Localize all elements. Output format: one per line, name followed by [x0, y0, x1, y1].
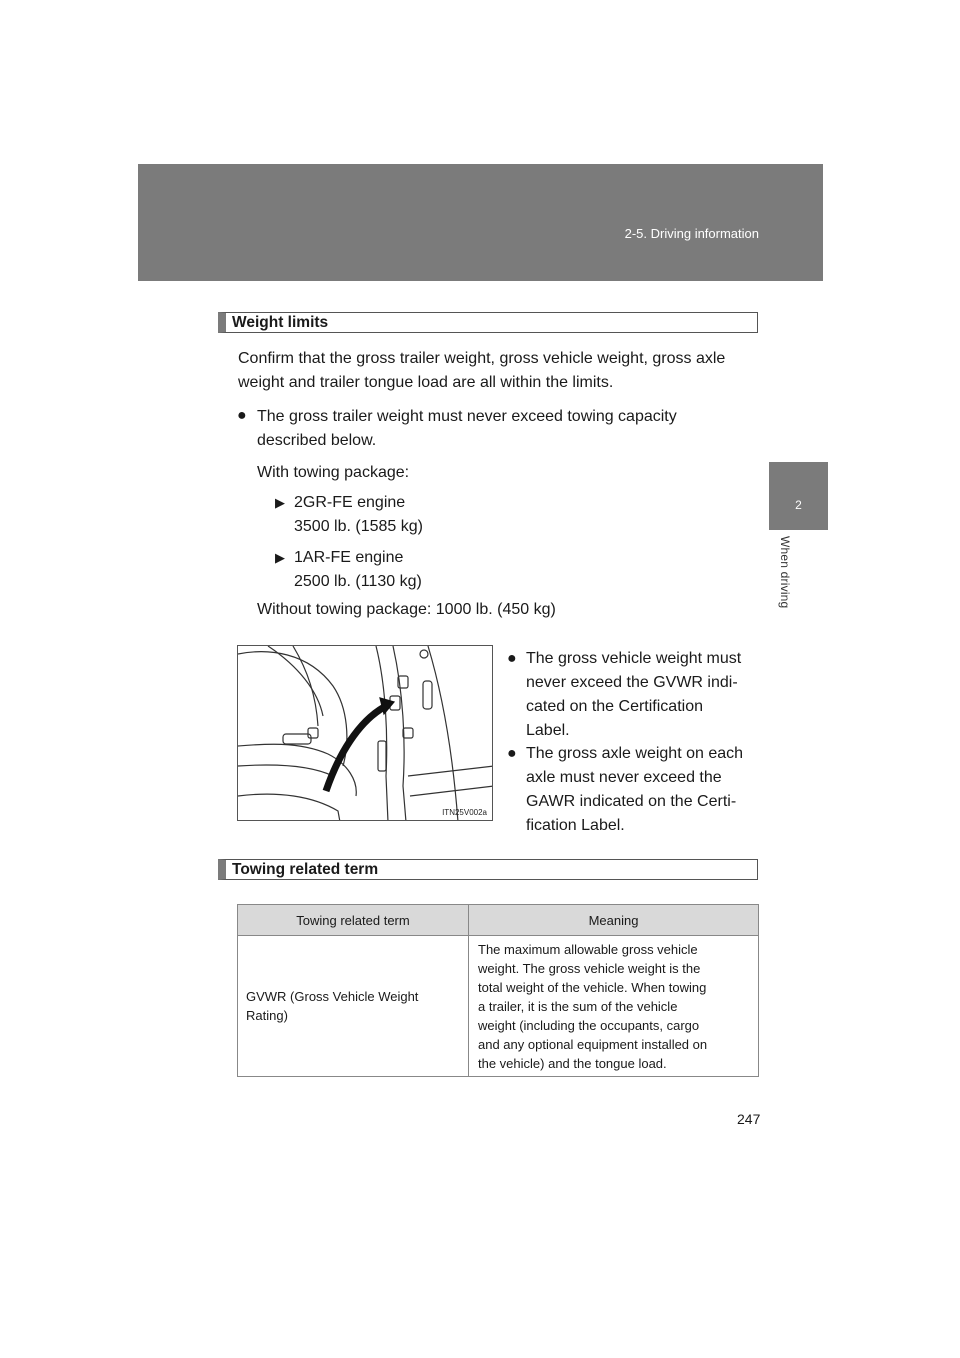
chapter-number: 2 — [795, 498, 802, 512]
bullet-line: The gross vehicle weight must — [526, 650, 742, 667]
bullet-towing-capacity — [257, 405, 755, 453]
weight-limits-heading: Weight limits — [218, 312, 758, 333]
certification-label-figure — [237, 645, 493, 821]
page-header-band — [138, 164, 823, 281]
towing-terms-table — [237, 904, 759, 1077]
without-towing-package: Without towing package: 1000 lb. (450 kg) — [257, 601, 556, 618]
towing-terms-heading: Towing related term — [218, 859, 758, 880]
meaning-line: a trailer, it is the sum of the vehicle — [478, 998, 678, 1014]
bullet-line: fication Label. — [526, 817, 625, 834]
chapter-label: When driving — [778, 536, 792, 609]
meaning-line: The maximum allowable gross vehicle — [478, 941, 698, 957]
bullet-line: never exceed the GVWR indi- — [526, 674, 738, 691]
arrow-icon: ▶ — [275, 550, 285, 565]
engine-capacity: 3500 lb. (1585 kg) — [294, 518, 423, 535]
term-line: GVWR (Gross Vehicle Weight — [246, 989, 419, 1004]
figure-code: ITN25V002a — [442, 808, 487, 817]
column-header-term: Towing related term — [238, 905, 469, 936]
table-header-row — [238, 905, 759, 936]
bullet-line: cated on the Certification — [526, 698, 703, 715]
bullet-icon: ● — [237, 407, 247, 424]
engine-name: 1AR-FE engine — [294, 549, 404, 566]
meaning-line: weight. The gross vehicle weight is the — [478, 960, 701, 976]
engine-1ar-fe — [294, 546, 422, 594]
chapter-tab — [769, 462, 828, 530]
engine-capacity: 2500 lb. (1130 kg) — [294, 573, 422, 590]
weight-limits-intro — [238, 347, 760, 395]
bullet-line: described below. — [257, 432, 377, 449]
bullet-line: Label. — [526, 722, 570, 739]
bullet-line: The gross axle weight on each — [526, 745, 744, 762]
bullet-icon: ● — [507, 745, 517, 762]
arrow-icon: ▶ — [275, 495, 285, 510]
meaning-line: total weight of the vehicle. When towing — [478, 979, 707, 995]
page-number: 247 — [737, 1111, 761, 1127]
bullet-gawr — [526, 742, 755, 838]
intro-line: weight and trailer tongue load are all within the limits. — [238, 374, 614, 391]
table-row — [238, 936, 759, 1077]
intro-line: Confirm that the gross trailer weight, gross vehicle weight, gross axle — [238, 350, 726, 367]
section-title: 2-5. Driving information — [624, 226, 759, 241]
term-cell — [238, 936, 469, 1077]
bullet-line: The gross trailer weight must never exceed towing capacity — [257, 408, 677, 425]
meaning-cell — [469, 936, 759, 1077]
term-line: Rating) — [246, 1008, 288, 1023]
bullet-gvwr — [526, 647, 755, 743]
with-towing-package: With towing package: — [257, 464, 410, 481]
meaning-line: the vehicle) and the tongue load. — [478, 1055, 667, 1071]
engine-name: 2GR-FE engine — [294, 494, 406, 511]
column-header-meaning: Meaning — [469, 905, 759, 936]
meaning-line: and any optional equipment installed on — [478, 1036, 708, 1052]
meaning-line: weight (including the occupants, cargo — [478, 1017, 700, 1033]
bullet-line: GAWR indicated on the Certi- — [526, 793, 737, 810]
bullet-line: axle must never exceed the — [526, 769, 722, 786]
engine-2gr-fe — [294, 491, 423, 539]
bullet-icon: ● — [507, 650, 517, 667]
door-pillar-illustration — [238, 646, 493, 821]
